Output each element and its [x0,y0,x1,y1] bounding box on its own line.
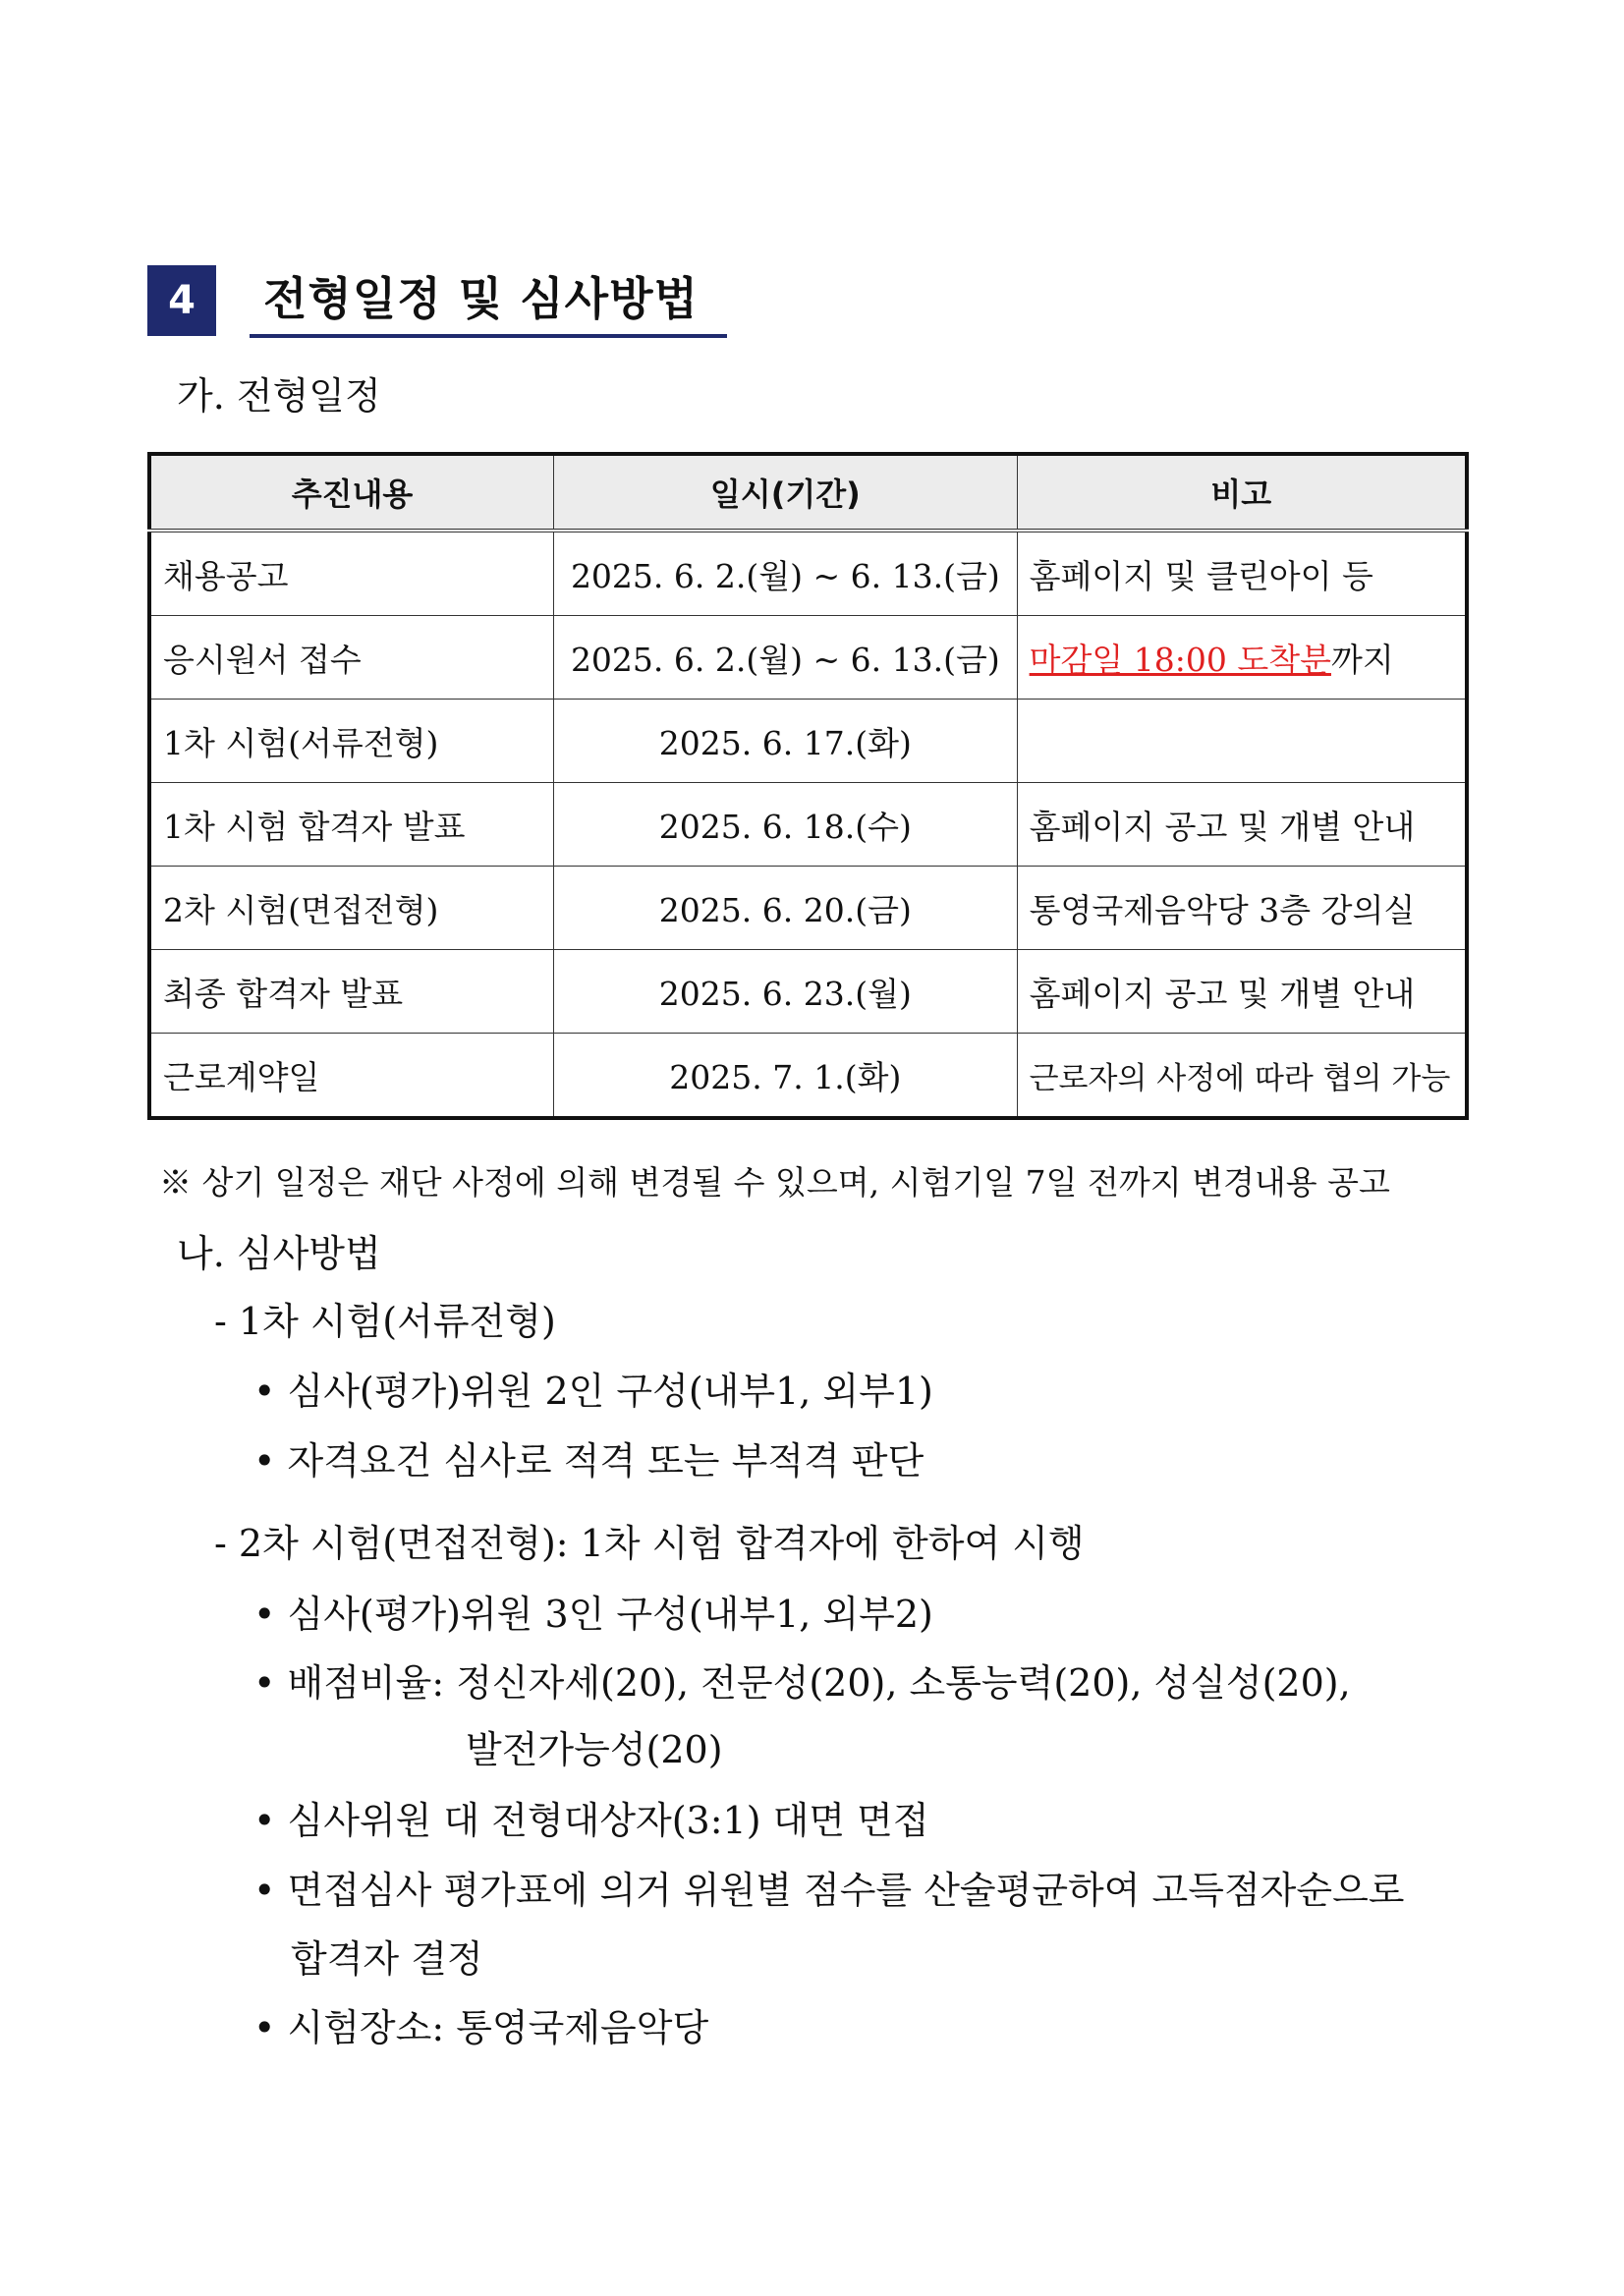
date-cell: 2025. 7. 1.(화) [554,1034,1018,1119]
note-suffix: 까지 [1330,640,1394,679]
note-cell: 홈페이지 공고 및 개별 안내 [1017,783,1467,867]
column-header: 비고 [1017,454,1467,531]
list-item: • 심사(평가)위원 2인 구성(내부1, 외부1) [253,1370,933,1413]
first-exam-title: - 1차 시험(서류전형) [214,1300,556,1343]
date-cell: 2025. 6. 2.(월) ~ 6. 13.(금) [554,616,1018,700]
note-cell [1017,616,1467,700]
item-cell: 응시원서 접수 [149,616,554,700]
date-cell: 2025. 6. 17.(화) [554,700,1018,783]
table-row [149,867,1467,950]
note-cell: 홈페이지 및 클린아이 등 [1017,531,1467,616]
note-cell: 홈페이지 공고 및 개별 안내 [1017,950,1467,1034]
note-cell: 통영국제음악당 3층 강의실 [1017,867,1467,950]
date-cell: 2025. 6. 23.(월) [554,950,1018,1034]
deadline-highlight: 마감일 18:00 도착분 [1029,640,1331,679]
item-cell: 근로계약일 [149,1034,554,1119]
table-row [149,950,1467,1034]
list-item: • 심사(평가)위원 3인 구성(내부1, 외부2) [253,1593,933,1636]
method-heading: 나. 심사방법 [177,1232,381,1275]
item-cell: 2차 시험(면접전형) [149,867,554,950]
list-item-continuation: 발전가능성(20) [466,1728,723,1771]
table-row [149,700,1467,783]
item-cell: 최종 합격자 발표 [149,950,554,1034]
table-header-row [149,454,1467,531]
item-cell: 1차 시험(서류전형) [149,700,554,783]
date-cell: 2025. 6. 2.(월) ~ 6. 13.(금) [554,531,1018,616]
schedule-footnote: ※ 상기 일정은 재단 사정에 의해 변경될 수 있으며, 시험기일 7일 전까지 변경내용 공고 [159,1163,1390,1202]
section-header [147,265,727,336]
list-item: • 시험장소: 통영국제음악당 [253,2006,709,2049]
schedule-heading: 가. 전형일정 [177,374,381,418]
table-row [149,616,1467,700]
item-cell: 채용공고 [149,531,554,616]
list-item-continuation: 합격자 결정 [291,1937,483,1981]
section-title-underline [250,334,727,338]
date-cell: 2025. 6. 18.(수) [554,783,1018,867]
column-header: 일시(기간) [554,454,1018,531]
date-cell: 2025. 6. 20.(금) [554,867,1018,950]
note-cell: 근로자의 사정에 따라 협의 가능 [1017,1034,1467,1119]
list-item: • 면접심사 평가표에 의거 위원별 점수를 산술평균하여 고득점자순으로 [253,1869,1405,1912]
table-row [149,1034,1467,1119]
list-item: • 자격요건 심사로 적격 또는 부적격 판단 [253,1439,924,1483]
section-title: 전형일정 및 심사방법 [263,272,699,325]
table-row [149,531,1467,616]
schedule-table [147,452,1469,1120]
list-item: • 심사위원 대 전형대상자(3:1) 대면 면접 [253,1799,929,1842]
section-number-badge: 4 [147,265,216,336]
list-item: • 배점비율: 정신자세(20), 전문성(20), 소통능력(20), 성실성(20), [253,1661,1351,1705]
note-cell [1017,700,1467,783]
item-cell: 1차 시험 합격자 발표 [149,783,554,867]
second-exam-title: - 2차 시험(면접전형): 1차 시험 합격자에 한하여 시행 [214,1522,1085,1565]
column-header: 추진내용 [149,454,554,531]
table-row [149,783,1467,867]
